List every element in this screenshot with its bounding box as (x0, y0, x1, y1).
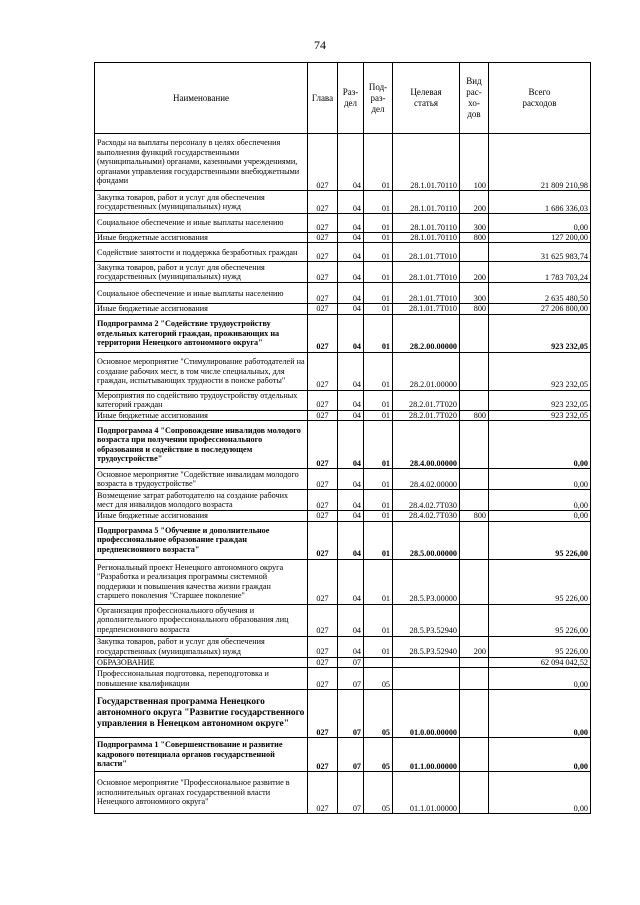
row-podrazdel: 01 (364, 511, 393, 521)
header-celevaya-statya: Целевая статья (393, 63, 460, 134)
table-row (95, 262, 591, 283)
row-vid-rashodov (460, 772, 489, 814)
row-celevaya-statya: 28.2.01.00000 (393, 352, 460, 390)
table-row (95, 314, 591, 352)
row-total: 62 094 042,52 (489, 657, 591, 667)
row-podrazdel: 01 (364, 469, 393, 490)
row-glava: 027 (308, 410, 338, 420)
row-razdel: 04 (338, 134, 364, 191)
row-name: Иные бюджетные ассигнования (95, 233, 308, 243)
row-name: Государственная программа Ненецкого автономного округа "Развитие государственного управления в Ненецком автономном округе" (95, 690, 308, 738)
table-row (95, 352, 591, 390)
row-podrazdel: 05 (364, 668, 393, 690)
table-row (95, 134, 591, 191)
row-razdel: 04 (338, 233, 364, 243)
row-name: Возмещение затрат работодателю на создание рабочих мест для инвалидов молодого возраста (95, 490, 308, 511)
row-glava: 027 (308, 262, 338, 283)
row-vid-rashodov (460, 559, 489, 604)
table-row (95, 390, 591, 410)
row-celevaya-statya: 01.0.00.00000 (393, 690, 460, 738)
row-name: Иные бюджетные ассигнования (95, 410, 308, 420)
row-podrazdel: 01 (364, 390, 393, 410)
header-razdel: Раз- дел (338, 63, 364, 134)
row-vid-rashodov: 200 (460, 191, 489, 214)
row-glava: 027 (308, 604, 338, 636)
row-celevaya-statya: 28.1.01.7Т010 (393, 283, 460, 304)
row-glava: 027 (308, 243, 338, 262)
row-glava: 027 (308, 421, 338, 469)
row-vid-rashodov (460, 490, 489, 511)
row-celevaya-statya: 28.1.01.7Т010 (393, 304, 460, 314)
row-celevaya-statya: 28.2.00.00000 (393, 314, 460, 352)
row-name: Организация профессионального обучения и дополнительного профессионального образования лиц предпенсионного возраста (95, 604, 308, 636)
row-podrazdel: 01 (364, 262, 393, 283)
row-podrazdel: 01 (364, 134, 393, 191)
row-glava: 027 (308, 559, 338, 604)
row-vid-rashodov (460, 738, 489, 772)
row-glava: 027 (308, 352, 338, 390)
table-header-row (95, 63, 591, 134)
row-razdel: 04 (338, 304, 364, 314)
table-row (95, 690, 591, 738)
row-celevaya-statya: 28.1.01.7Т010 (393, 243, 460, 262)
header-total: Всего расходов (489, 63, 591, 134)
budget-table (94, 62, 591, 814)
row-celevaya-statya: 28.1.01.70110 (393, 233, 460, 243)
row-glava: 027 (308, 214, 338, 233)
row-name: ОБРАЗОВАНИЕ (95, 657, 308, 667)
row-glava: 027 (308, 390, 338, 410)
row-glava: 027 (308, 511, 338, 521)
row-glava: 027 (308, 469, 338, 490)
row-total: 923 232,05 (489, 314, 591, 352)
row-razdel: 04 (338, 604, 364, 636)
row-name: Иные бюджетные ассигнования (95, 304, 308, 314)
row-total: 0,00 (489, 490, 591, 511)
row-podrazdel: 01 (364, 314, 393, 352)
row-podrazdel: 05 (364, 772, 393, 814)
row-vid-rashodov (460, 657, 489, 667)
table-row (95, 511, 591, 521)
table-row (95, 636, 591, 657)
row-total: 1 783 703,24 (489, 262, 591, 283)
table-row (95, 283, 591, 304)
row-glava: 027 (308, 233, 338, 243)
header-vid-rashodov: Вид рас- хо- дов (460, 63, 489, 134)
row-celevaya-statya: 28.5.Р3.52940 (393, 636, 460, 657)
row-name: Закупка товаров, работ и услуг для обеспечения государственных (муниципальных) нужд (95, 262, 308, 283)
row-podrazdel: 01 (364, 490, 393, 511)
row-vid-rashodov (460, 690, 489, 738)
header-name: Наименование (95, 63, 308, 134)
row-glava: 027 (308, 657, 338, 667)
row-celevaya-statya: 28.2.01.7Т020 (393, 390, 460, 410)
row-total: 127 200,00 (489, 233, 591, 243)
row-podrazdel: 01 (364, 521, 393, 559)
row-total: 31 625 983,74 (489, 243, 591, 262)
row-podrazdel: 01 (364, 191, 393, 214)
table-row (95, 304, 591, 314)
row-glava: 027 (308, 738, 338, 772)
row-celevaya-statya: 28.1.01.70110 (393, 214, 460, 233)
row-razdel: 04 (338, 559, 364, 604)
row-podrazdel: 01 (364, 352, 393, 390)
row-vid-rashodov (460, 421, 489, 469)
row-vid-rashodov: 100 (460, 134, 489, 191)
row-glava: 027 (308, 668, 338, 690)
row-total: 21 809 210,98 (489, 134, 591, 191)
row-celevaya-statya: 28.1.01.70110 (393, 134, 460, 191)
row-celevaya-statya: 28.4.02.00000 (393, 469, 460, 490)
row-vid-rashodov (460, 314, 489, 352)
row-podrazdel: 01 (364, 283, 393, 304)
row-vid-rashodov: 200 (460, 636, 489, 657)
row-total: 923 232,05 (489, 410, 591, 420)
row-vid-rashodov: 800 (460, 511, 489, 521)
row-celevaya-statya: 28.5.Р3.00000 (393, 559, 460, 604)
table-row (95, 604, 591, 636)
table-row (95, 559, 591, 604)
row-razdel: 04 (338, 283, 364, 304)
row-total: 95 226,00 (489, 636, 591, 657)
row-celevaya-statya: 28.4.00.00000 (393, 421, 460, 469)
table-row (95, 772, 591, 814)
row-total: 0,00 (489, 421, 591, 469)
row-razdel: 04 (338, 191, 364, 214)
row-vid-rashodov: 800 (460, 233, 489, 243)
row-podrazdel: 01 (364, 559, 393, 604)
row-glava: 027 (308, 134, 338, 191)
table-row (95, 410, 591, 420)
row-name: Региональный проект Ненецкого автономного округа "Разработка и реализация программы системной поддержки и повышения качества жизни граждан старшего поколения "Старшее поколение" (95, 559, 308, 604)
row-vid-rashodov (460, 390, 489, 410)
row-celevaya-statya: 28.1.01.7Т010 (393, 262, 460, 283)
row-podrazdel: 01 (364, 233, 393, 243)
row-vid-rashodov: 800 (460, 304, 489, 314)
row-total: 95 226,00 (489, 604, 591, 636)
row-name: Основное мероприятие "Содействие инвалидам молодого возраста в трудоустройстве" (95, 469, 308, 490)
row-glava: 027 (308, 314, 338, 352)
row-name: Социальное обеспечение и иные выплаты населению (95, 214, 308, 233)
row-podrazdel: 01 (364, 604, 393, 636)
row-razdel: 07 (338, 772, 364, 814)
row-razdel: 04 (338, 511, 364, 521)
row-celevaya-statya: 28.4.02.7Т030 (393, 490, 460, 511)
row-vid-rashodov: 800 (460, 410, 489, 420)
row-podrazdel: 01 (364, 304, 393, 314)
row-name: Содействие занятости и поддержка безработных граждан (95, 243, 308, 262)
row-vid-rashodov: 300 (460, 283, 489, 304)
row-name: Подпрограмма 2 "Содействие трудоустройству отдельных категорий граждан, проживающих на территории Ненецкого автономного округа" (95, 314, 308, 352)
row-razdel: 04 (338, 262, 364, 283)
row-vid-rashodov: 300 (460, 214, 489, 233)
header-glava: Глава (308, 63, 338, 134)
row-total: 0,00 (489, 214, 591, 233)
row-total: 923 232,05 (489, 390, 591, 410)
table-row (95, 521, 591, 559)
row-celevaya-statya: 28.2.01.7Т020 (393, 410, 460, 420)
row-razdel: 04 (338, 314, 364, 352)
row-razdel: 04 (338, 243, 364, 262)
row-total: 0,00 (489, 690, 591, 738)
row-name: Расходы на выплаты персоналу в целях обеспечения выполнения функций государственными (муниципальными) органами, казенными учреждениями, органами управления государственными внебюджетными фондами (95, 134, 308, 191)
row-podrazdel (364, 657, 393, 667)
row-razdel: 04 (338, 469, 364, 490)
row-vid-rashodov (460, 668, 489, 690)
row-razdel: 04 (338, 521, 364, 559)
table-row (95, 243, 591, 262)
row-name: Закупка товаров, работ и услуг для обеспечения государственных (муниципальных) нужд (95, 191, 308, 214)
row-podrazdel: 05 (364, 738, 393, 772)
row-glava: 027 (308, 521, 338, 559)
row-total: 1 686 336,03 (489, 191, 591, 214)
row-razdel: 07 (338, 668, 364, 690)
row-podrazdel: 01 (364, 636, 393, 657)
row-celevaya-statya: 28.4.02.7Т030 (393, 511, 460, 521)
row-name: Подпрограмма 1 "Совершенствование и развитие кадрового потенциала органов государственной власти" (95, 738, 308, 772)
row-vid-rashodov (460, 521, 489, 559)
table-body (95, 134, 591, 814)
row-glava: 027 (308, 191, 338, 214)
row-razdel: 04 (338, 421, 364, 469)
row-razdel: 04 (338, 636, 364, 657)
row-name: Мероприятия по содействию трудоустройству отдельных категорий граждан (95, 390, 308, 410)
row-glava: 027 (308, 772, 338, 814)
table-row (95, 421, 591, 469)
row-name: Подпрограмма 5 "Обучение и дополнительное профессиональное образование граждан предпенсионного возраста" (95, 521, 308, 559)
row-name: Подпрограмма 4 "Сопровождение инвалидов молодого возраста при получении профессионального образования и содействие в последующем трудоустройстве" (95, 421, 308, 469)
row-razdel: 04 (338, 490, 364, 511)
row-podrazdel: 01 (364, 421, 393, 469)
table-row (95, 191, 591, 214)
row-podrazdel: 05 (364, 690, 393, 738)
row-total: 0,00 (489, 511, 591, 521)
row-name: Профессиональная подготовка, переподготовка и повышение квалификации (95, 668, 308, 690)
row-podrazdel: 01 (364, 410, 393, 420)
row-razdel: 04 (338, 390, 364, 410)
row-total: 0,00 (489, 668, 591, 690)
row-name: Закупка товаров, работ и услуг для обеспечения государственных (муниципальных) нужд (95, 636, 308, 657)
row-celevaya-statya: 01.1.00.00000 (393, 738, 460, 772)
table-row (95, 233, 591, 243)
row-vid-rashodov (460, 469, 489, 490)
header-podrazdel: Под- раз- дел (364, 63, 393, 134)
row-glava: 027 (308, 690, 338, 738)
page-number: 74 (314, 38, 326, 52)
row-razdel: 04 (338, 214, 364, 233)
row-total: 0,00 (489, 469, 591, 490)
row-total: 95 226,00 (489, 559, 591, 604)
row-glava: 027 (308, 304, 338, 314)
row-total: 95 226,00 (489, 521, 591, 559)
row-glava: 027 (308, 283, 338, 304)
row-razdel: 04 (338, 410, 364, 420)
row-total: 2 635 480,50 (489, 283, 591, 304)
row-celevaya-statya: 28.5.Р3.52940 (393, 604, 460, 636)
row-glava: 027 (308, 490, 338, 511)
row-vid-rashodov (460, 352, 489, 390)
row-vid-rashodov (460, 243, 489, 262)
row-celevaya-statya: 28.1.01.70110 (393, 191, 460, 214)
row-vid-rashodov: 200 (460, 262, 489, 283)
row-total: 27 206 800,00 (489, 304, 591, 314)
row-name: Иные бюджетные ассигнования (95, 511, 308, 521)
row-podrazdel: 01 (364, 214, 393, 233)
row-razdel: 07 (338, 657, 364, 667)
table-row (95, 490, 591, 511)
row-name: Основное мероприятие "Профессиональное развитие в исполнительных органах государственной власти Ненецкого автономного округа" (95, 772, 308, 814)
row-name: Социальное обеспечение и иные выплаты населению (95, 283, 308, 304)
row-podrazdel: 01 (364, 243, 393, 262)
row-celevaya-statya: 28.5.00.00000 (393, 521, 460, 559)
row-razdel: 04 (338, 352, 364, 390)
row-razdel: 07 (338, 690, 364, 738)
table-row (95, 214, 591, 233)
row-total: 0,00 (489, 772, 591, 814)
row-vid-rashodov (460, 604, 489, 636)
row-celevaya-statya: 01.1.01.00000 (393, 772, 460, 814)
row-razdel: 07 (338, 738, 364, 772)
row-glava: 027 (308, 636, 338, 657)
row-celevaya-statya (393, 668, 460, 690)
row-total: 923 232,05 (489, 352, 591, 390)
table-row (95, 738, 591, 772)
table-row (95, 668, 591, 690)
table-row (95, 469, 591, 490)
row-celevaya-statya (393, 657, 460, 667)
row-name: Основное мероприятие "Стимулирование работодателей на создание рабочих мест, в том числе специальных, для граждан, испытывающих трудности в поиске работы" (95, 352, 308, 390)
row-total: 0,00 (489, 738, 591, 772)
table-row (95, 657, 591, 667)
